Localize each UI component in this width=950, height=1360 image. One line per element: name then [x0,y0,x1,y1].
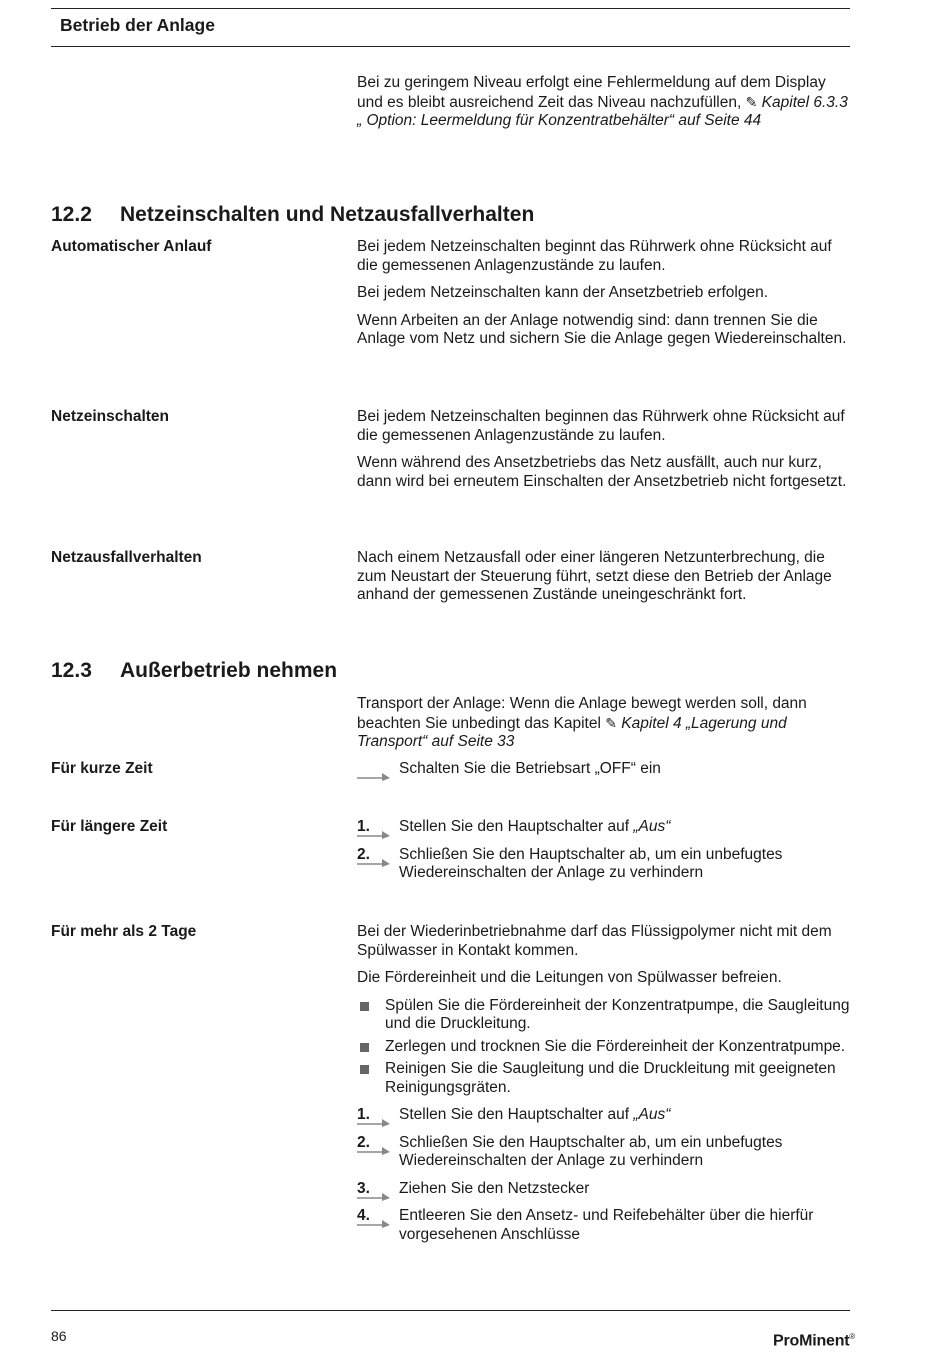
transport-note [357,695,852,752]
laengere-zeit-steps [357,818,852,892]
list-item-text: Zerlegen und trocknen Sie die Fördereinheit der Konzentratpumpe. [385,1037,846,1055]
mehr-als-2-tage-label: Für mehr als 2 Tage [51,923,197,940]
step-text: Stellen Sie den Hauptschalter auf [399,818,630,835]
logo-text: ProMinent [773,1332,850,1350]
numbered-step [357,1207,852,1244]
action-arrow-icon [357,760,391,778]
netzausfallverhalten-label: Netzausfallverhalten [51,549,202,566]
step-text: Schließen Sie den Hauptschalter ab, um ein unbefugtes Wiedereinschalten der Anlage zu verhindern [399,1133,783,1169]
netzeinschalten-text [357,408,852,500]
paragraph: Nach einem Netzausfall oder einer längeren Netzunterbrechung, die zum Neustart der Steuerung führt, setzt diese den Betrieb der Anlage anhand der gemessenen Zustände uneingeschränkt fort. [357,549,832,603]
intro-text: Bei zu geringem Niveau erfolgt eine Fehlermeldung auf dem Display und es bleibt ausreichend Zeit das Niveau nachzufüllen, [357,74,826,111]
step-text: Stellen Sie den Hauptschalter auf [399,1106,630,1123]
cross-reference-icon: ✎ [605,714,617,731]
step-arrow-icon [357,855,391,867]
step-number: 3. [357,1179,370,1197]
automatischer-anlauf-label: Automatischer Anlauf [51,238,212,255]
paragraph: Bei der Wiederinbetriebnahme darf das Flüssigpolymer nicht mit dem Spülwasser in Kontakt kommen. [357,923,832,959]
step-number: 2. [357,845,370,863]
paragraph: Wenn Arbeiten an der Anlage notwendig sind: dann trennen Sie die Anlage vom Netz und sichern Sie die Anlage gegen Wiedereinschalten. [357,311,847,347]
cross-reference-icon: ✎ [745,93,758,110]
numbered-step [357,846,852,883]
list-item [357,997,852,1034]
numbered-step [357,1180,852,1199]
step-arrow-icon [357,827,391,839]
step-arrow-icon [357,1189,391,1201]
mehr-als-2-tage-text [357,923,852,1253]
list-item [357,1038,852,1057]
brand-logo [773,1328,855,1351]
step-text: Ziehen Sie den Netzstecker [399,1179,590,1197]
step-arrow-icon [357,1143,391,1155]
step-text: Entleeren Sie den Ansetz- und Reifebehälter über die hierfür vorgesehenen Anschlüsse [399,1207,814,1243]
registered-mark: ® [849,1332,856,1341]
section-12-3-number: 12.3 [51,659,92,682]
kurze-zeit-label: Für kurze Zeit [51,760,153,777]
list-item-text: Reinigen Sie die Saugleitung und die Druckleitung mit geeigneten Reinigungsgräten. [385,1060,836,1096]
footer-rule [51,1310,850,1311]
bullet-square-icon [360,1065,369,1074]
paragraph: Die Fördereinheit und die Leitungen von Spülwasser befreien. [357,969,782,986]
intro-chapter-link[interactable]: Kapitel 6.3.3 „ Option: Leermeldung für Konzentratbehälter“ auf Seite 44 [357,93,848,129]
paragraph: Bei jedem Netzeinschalten kann der Ansetzbetrieb erfolgen. [357,284,768,301]
step-arrow-icon [357,1216,391,1228]
transport-text: Transport der Anlage: Wenn die Anlage bewegt werden soll, dann beachten Sie unbedingt das Kapitel [357,695,807,732]
netzausfallverhalten-text [357,549,852,614]
header-title: Betrieb der Anlage [60,15,215,35]
header-bottom-rule [51,46,850,47]
section-12-2-title: Netzeinschalten und Netzausfallverhalten [120,203,535,226]
numbered-step [357,1134,852,1171]
section-12-3-title: Außerbetrieb nehmen [120,659,338,682]
paragraph: Bei jedem Netzeinschalten beginnt das Rührwerk ohne Rücksicht auf die gemessenen Anlagenzustände zu laufen. [357,238,832,274]
bullet-square-icon [360,1043,369,1052]
page-number: 86 [51,1328,67,1344]
transport-chapter-link[interactable]: Kapitel 4 „Lagerung und Transport“ auf Seite 33 [357,714,787,750]
list-item [357,1060,852,1097]
list-item-text: Spülen Sie die Fördereinheit der Konzentratpumpe, die Saugleitung und die Druckleitung. [385,996,850,1032]
step-emphasis: „Aus“ [633,818,671,835]
netzeinschalten-label: Netzeinschalten [51,408,170,425]
section-12-2-number: 12.2 [51,203,92,226]
bullet-square-icon [360,1002,369,1011]
paragraph: Bei jedem Netzeinschalten beginnen das Rührwerk ohne Rücksicht auf die gemessenen Anlagenzustände zu laufen. [357,408,845,444]
step-number: 1. [357,1106,370,1123]
step-number: 2. [357,1133,370,1151]
step-number: 1. [357,818,370,835]
step-emphasis: „Aus“ [633,1106,671,1123]
step-arrow-icon [357,1115,391,1127]
kurze-zeit-action [357,760,852,788]
numbered-step [357,1106,852,1125]
action-text: Schalten Sie die Betriebsart „OFF“ ein [399,760,661,777]
numbered-step [357,818,852,837]
action-step [357,760,852,779]
step-number: 4. [357,1207,370,1224]
header-top-rule [51,8,850,9]
intro-block [357,74,852,131]
paragraph: Wenn während des Ansetzbetriebs das Netz ausfällt, auch nur kurz, dann wird bei erneutem Einschalten der Ansetzbetrieb nicht fortgesetzt. [357,454,847,490]
step-text: Schließen Sie den Hauptschalter ab, um ein unbefugtes Wiedereinschalten der Anlage zu verhindern [399,845,783,881]
automatischer-anlauf-text [357,238,852,358]
laengere-zeit-label: Für längere Zeit [51,818,168,835]
